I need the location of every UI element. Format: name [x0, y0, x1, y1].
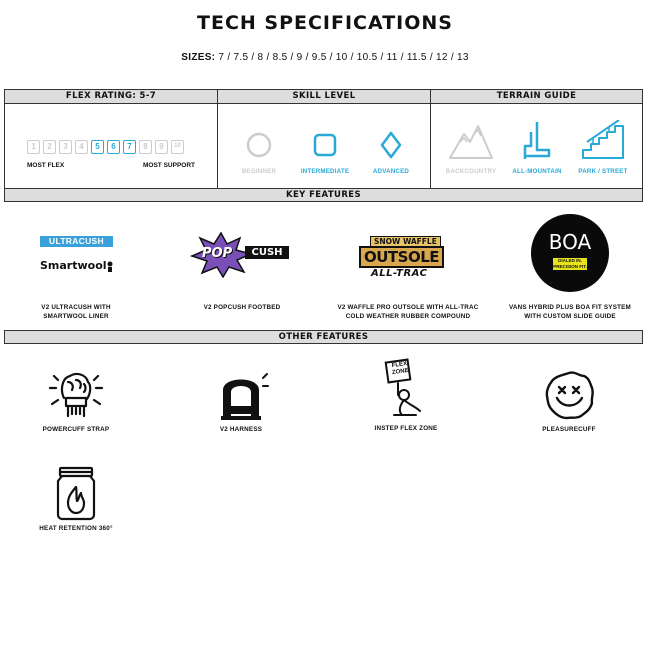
mountain-icon [448, 120, 494, 160]
flex-zone-sign-icon [376, 355, 436, 422]
feature-heat-retention [21, 465, 131, 532]
flex-number-9: 9 [155, 140, 168, 154]
feature-ultracush-line2: SMARTWOOL LINER [43, 313, 109, 320]
feature-heat-retention-label: HEAT RETENTION 360° [39, 525, 113, 532]
ultracush-logo [1, 232, 151, 288]
fist-icon [46, 368, 106, 422]
terrain-park-street-label: PARK / STREET [578, 168, 628, 175]
smartwool-sheep-icon [105, 261, 115, 273]
feature-v2-harness-label: V2 HARNESS [219, 426, 263, 433]
flex-zone-sign-line2: ZONE [391, 367, 410, 377]
flex-number-4: 4 [75, 140, 88, 154]
feature-waffle-outsole-line1: V2 WAFFLE PRO OUTSOLE WITH ALL-TRAC [337, 304, 479, 311]
feature-boa-line2: WITH CUSTOM SLIDE GUIDE [524, 313, 616, 320]
terrain-backcountry-label: BACKCOUNTRY [445, 168, 497, 175]
terrain-guide-column [431, 90, 642, 188]
feature-popcush-line1: V2 POPCUSH FOOTBED [203, 304, 281, 311]
flex-number-5: 5 [91, 140, 104, 154]
flex-rating-column [5, 90, 218, 188]
skill-advanced [351, 116, 431, 175]
feature-powercuff [21, 368, 131, 433]
skill-level-column [218, 90, 431, 188]
circle-icon [244, 130, 274, 160]
page-title: TECH SPECIFICATIONS [197, 12, 453, 34]
feature-boa-label [495, 303, 645, 321]
flex-scale [27, 140, 207, 156]
popcush-logo-pop: POP [202, 246, 233, 261]
feature-waffle-outsole [333, 232, 483, 321]
feature-powercuff-label: POWERCUFF STRAP [42, 426, 110, 433]
feature-instep-flex-zone-label: INSTEP FLEX ZONE [374, 425, 438, 432]
flex-number-6: 6 [107, 140, 120, 154]
boa-tagline-line1: DIALED IN. [558, 258, 582, 263]
popcush-logo-cush: CUSH [245, 246, 289, 259]
feature-boa [495, 214, 645, 321]
boa-tagline-line2: PRECISION FIT. [553, 264, 587, 269]
boa-logo [495, 214, 645, 294]
flex-rating-header: FLEX RATING: 5-7 [5, 90, 217, 104]
flex-zone-figure-icon [376, 355, 436, 422]
terrain-guide-header: TERRAIN GUIDE [431, 90, 642, 104]
specs-table [4, 89, 643, 189]
feature-ultracush-line1: V2 ULTRACUSH WITH [41, 304, 111, 311]
flex-number-7: 7 [123, 140, 136, 154]
boa-logo-text: BOA [548, 230, 592, 254]
most-flex-label: MOST FLEX [27, 162, 65, 169]
sizes-line [0, 52, 650, 63]
flame-jar-icon [51, 465, 101, 521]
boa-tagline [553, 258, 587, 270]
popcush-logo [167, 232, 317, 288]
feature-waffle-outsole-line2: COLD WEATHER RUBBER COMPOUND [345, 313, 471, 320]
feature-popcush-label [167, 303, 317, 312]
flex-number-10: 10 [171, 140, 184, 154]
smartwool-logo-text: Smartwool [40, 259, 107, 272]
sizes-value: 7 / 7.5 / 8 / 8.5 / 9 / 9.5 / 10 / 10.5 / 11 / 11.5 / 12 / 13 [218, 52, 469, 63]
terrain-all-mountain-label: ALL-MOUNTAIN [512, 168, 562, 175]
feature-ultracush-label [1, 303, 151, 321]
harness-icon [213, 368, 269, 422]
skill-beginner-label: BEGINNER [241, 168, 277, 175]
flex-zone-sign-line1: FLEX [391, 361, 408, 370]
flex-number-3: 3 [59, 140, 72, 154]
sizes-label: SIZES: [181, 52, 216, 63]
outsole-text: OUTSOLE [359, 246, 444, 268]
other-features-header: OTHER FEATURES [4, 330, 643, 344]
key-features-header: KEY FEATURES [4, 188, 643, 202]
feature-pleasurecuff [514, 368, 624, 433]
flex-number-1: 1 [27, 140, 40, 154]
snow-waffle-text: SNOW WAFFLE [370, 236, 441, 248]
ultracush-logo-text: ULTRACUSH [40, 236, 113, 247]
chairlift-icon [517, 120, 557, 160]
flex-number-2: 2 [43, 140, 56, 154]
all-trac-text: ALL-TRAC [371, 268, 428, 279]
feature-ultracush [1, 232, 151, 321]
feature-v2-harness [186, 368, 296, 433]
skill-intermediate-label: INTERMEDIATE [300, 168, 350, 175]
skill-advanced-label: ADVANCED [372, 168, 410, 175]
feature-popcush [167, 232, 317, 312]
smiley-face-icon [542, 368, 596, 422]
feature-instep-flex-zone [351, 355, 461, 432]
skill-level-header: SKILL LEVEL [218, 90, 430, 104]
waffle-outsole-logo [333, 232, 483, 288]
terrain-park-street [563, 116, 643, 175]
most-support-label: MOST SUPPORT [143, 162, 196, 169]
flex-number-8: 8 [139, 140, 152, 154]
feature-waffle-outsole-label [333, 303, 483, 321]
rail-stairs-icon [581, 120, 625, 160]
square-icon [310, 130, 340, 160]
feature-boa-line1: VANS HYBRID PLUS BOA FIT SYSTEM [508, 304, 631, 311]
feature-pleasurecuff-label: PLEASURECUFF [542, 426, 596, 433]
diamond-icon [376, 130, 406, 160]
